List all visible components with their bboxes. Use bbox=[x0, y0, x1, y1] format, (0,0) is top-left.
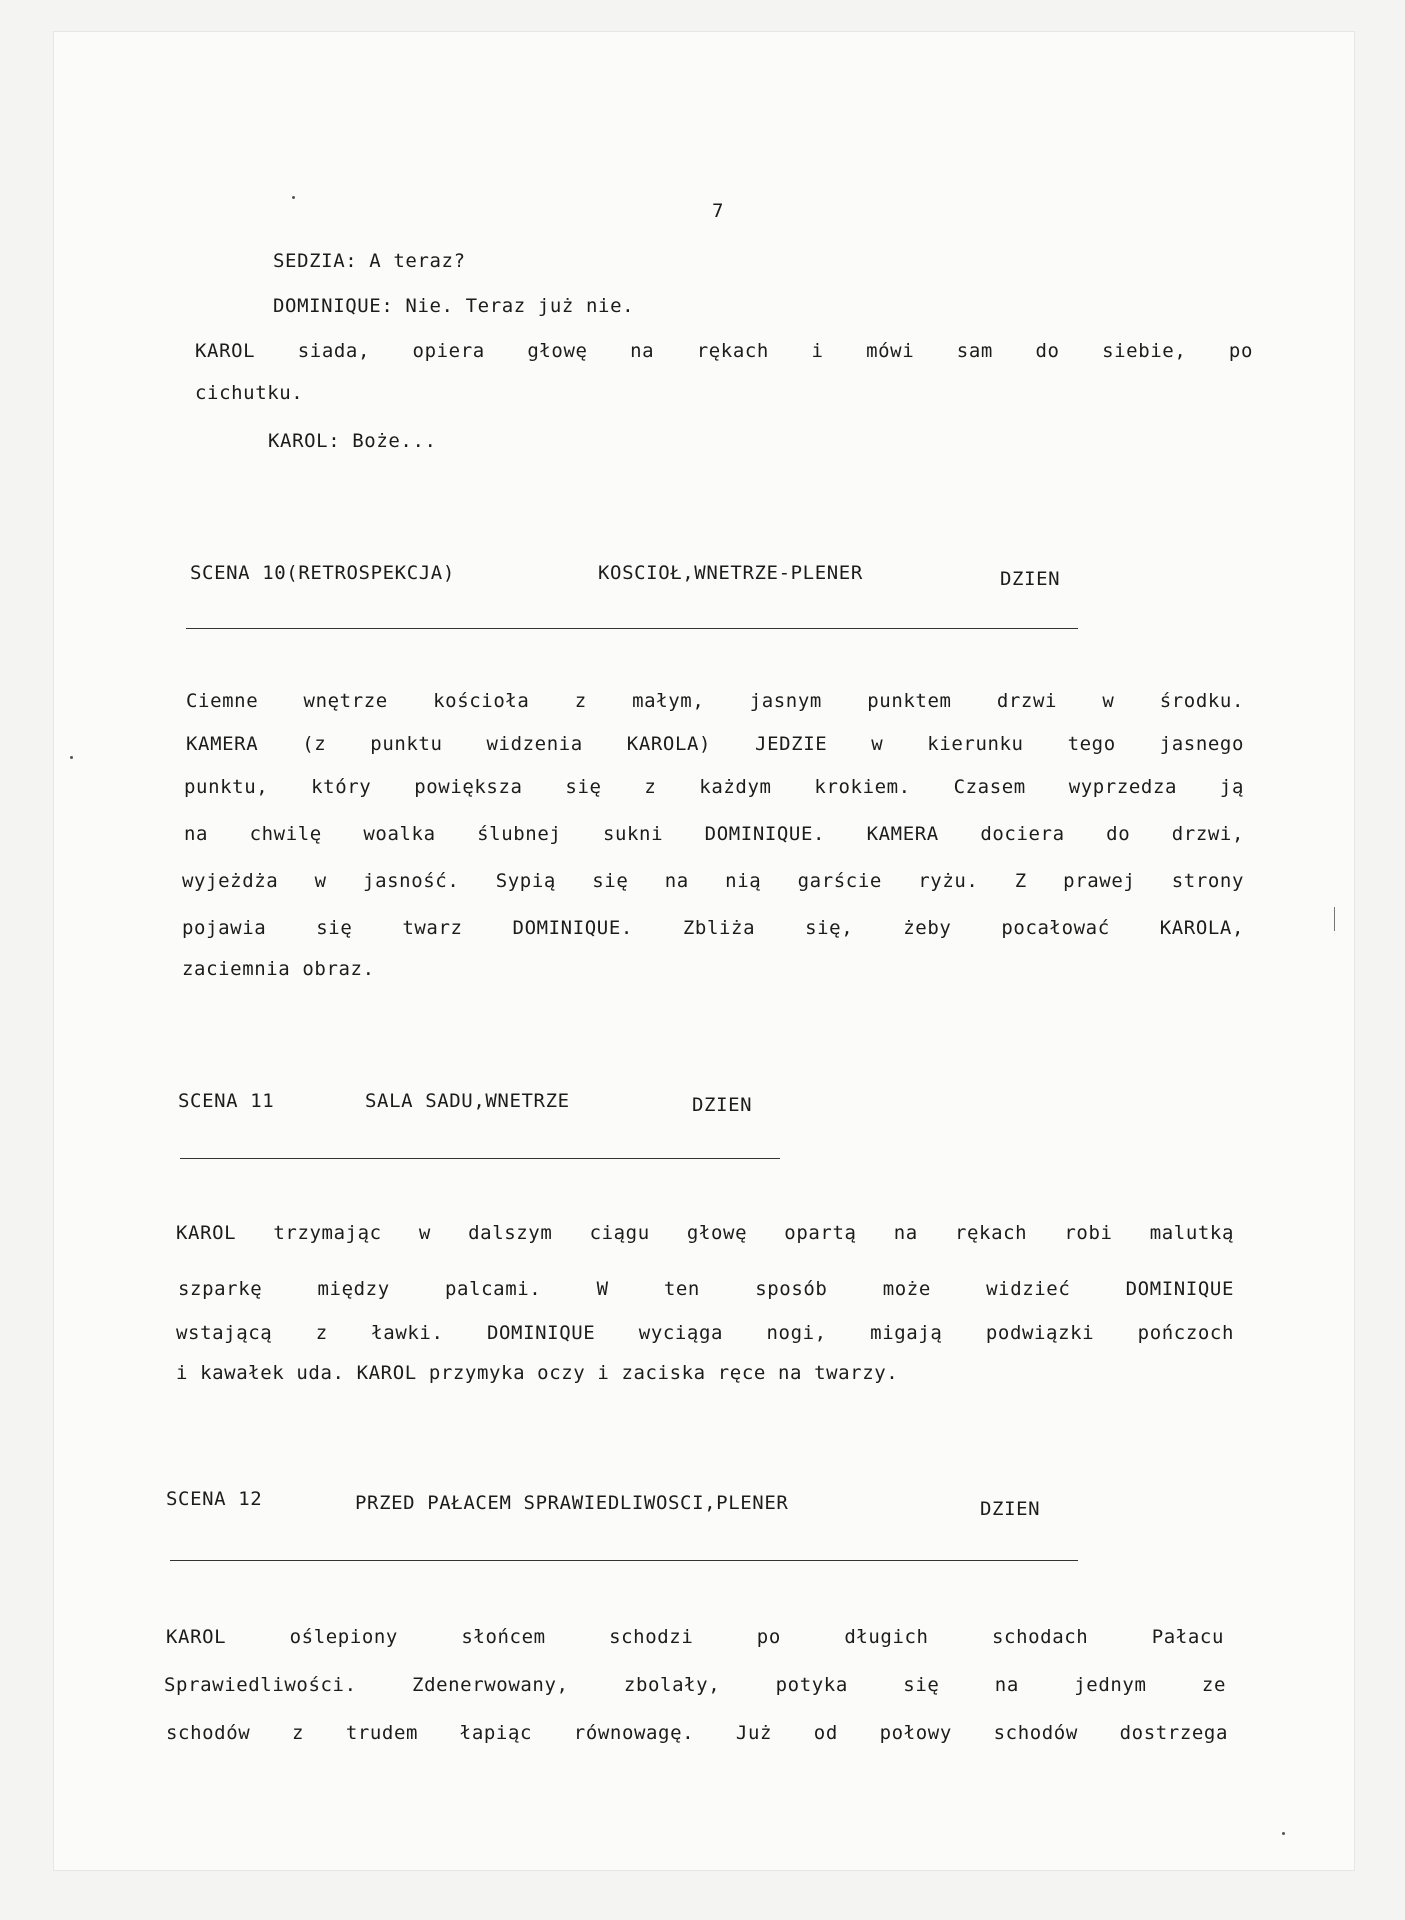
scene-underline bbox=[186, 628, 1078, 629]
dialogue-dominique: DOMINIQUE: Nie. Teraz już nie. bbox=[273, 295, 635, 317]
scene-text-line: zaciemnia obraz. bbox=[182, 958, 375, 980]
scene-text-line: i kawałek uda. KAROL przymyka oczy i zaciska ręce na twarzy. bbox=[176, 1362, 899, 1384]
scene-heading: SCENA 10(RETROSPEKCJA) bbox=[190, 562, 455, 584]
scan-mark bbox=[1334, 907, 1335, 931]
scene-location: SALA SADU,WNETRZE bbox=[365, 1090, 570, 1112]
scene-time: DZIEN bbox=[980, 1498, 1041, 1520]
scene-text-line: Ciemne wnętrze kościoła z małym, jasnym punktem drzwi w środku. bbox=[186, 690, 1244, 712]
scene-time: DZIEN bbox=[692, 1094, 753, 1116]
dialogue-karol: KAROL: Boże... bbox=[268, 430, 437, 452]
scene-text-line: Sprawiedliwości. Zdenerwowany, zbolały, potyka się na jednym ze bbox=[164, 1674, 1226, 1696]
scene-text-line: pojawia się twarz DOMINIQUE. Zbliża się, żeby pocałować KAROLA, bbox=[182, 917, 1244, 939]
scene-heading: SCENA 12 bbox=[166, 1488, 263, 1510]
scene-heading: SCENA 11 bbox=[178, 1090, 275, 1112]
scene-location: KOSCIOŁ,WNETRZE-PLENER bbox=[598, 562, 863, 584]
scene-text-line: KAROL trzymając w dalszym ciągu głowę opartą na rękach robi malutką bbox=[176, 1222, 1234, 1244]
scene-text-line: na chwilę woalka ślubnej sukni DOMINIQUE. KAMERA dociera do drzwi, bbox=[184, 823, 1244, 845]
scene-underline bbox=[170, 1560, 1078, 1561]
scene-text-line: KAMERA (z punktu widzenia KAROLA) JEDZIE w kierunku tego jasnego bbox=[186, 733, 1244, 755]
action-line: KAROL siada, opiera głowę na rękach i mówi sam do siebie, po bbox=[195, 340, 1253, 362]
scene-text-line: szparkę między palcami. W ten sposób może widzieć DOMINIQUE bbox=[178, 1278, 1234, 1300]
scan-speck bbox=[70, 756, 73, 759]
dialogue-sedzia: SEDZIA: A teraz? bbox=[273, 250, 466, 272]
scan-speck bbox=[292, 196, 295, 199]
scene-text-line: wyjeżdża w jasność. Sypią się na nią garście ryżu. Z prawej strony bbox=[182, 870, 1244, 892]
paper-sheet bbox=[54, 32, 1354, 1870]
scene-text-line: wstającą z ławki. DOMINIQUE wyciąga nogi, migają podwiązki pończoch bbox=[176, 1322, 1234, 1344]
scene-location: PRZED PAŁACEM SPRAWIEDLIWOSCI,PLENER bbox=[355, 1492, 789, 1514]
scene-text-line: punktu, który powiększa się z każdym krokiem. Czasem wyprzedza ją bbox=[184, 776, 1244, 798]
scene-time: DZIEN bbox=[1000, 568, 1061, 590]
scene-underline bbox=[180, 1158, 780, 1159]
page-number: 7 bbox=[712, 200, 725, 222]
scan-speck bbox=[1282, 1832, 1285, 1835]
scene-text-line: schodów z trudem łapiąc równowagę. Już od połowy schodów dostrzega bbox=[166, 1722, 1228, 1744]
action-line: cichutku. bbox=[195, 382, 304, 404]
scene-text-line: KAROL oślepiony słońcem schodzi po długich schodach Pałacu bbox=[166, 1626, 1224, 1648]
